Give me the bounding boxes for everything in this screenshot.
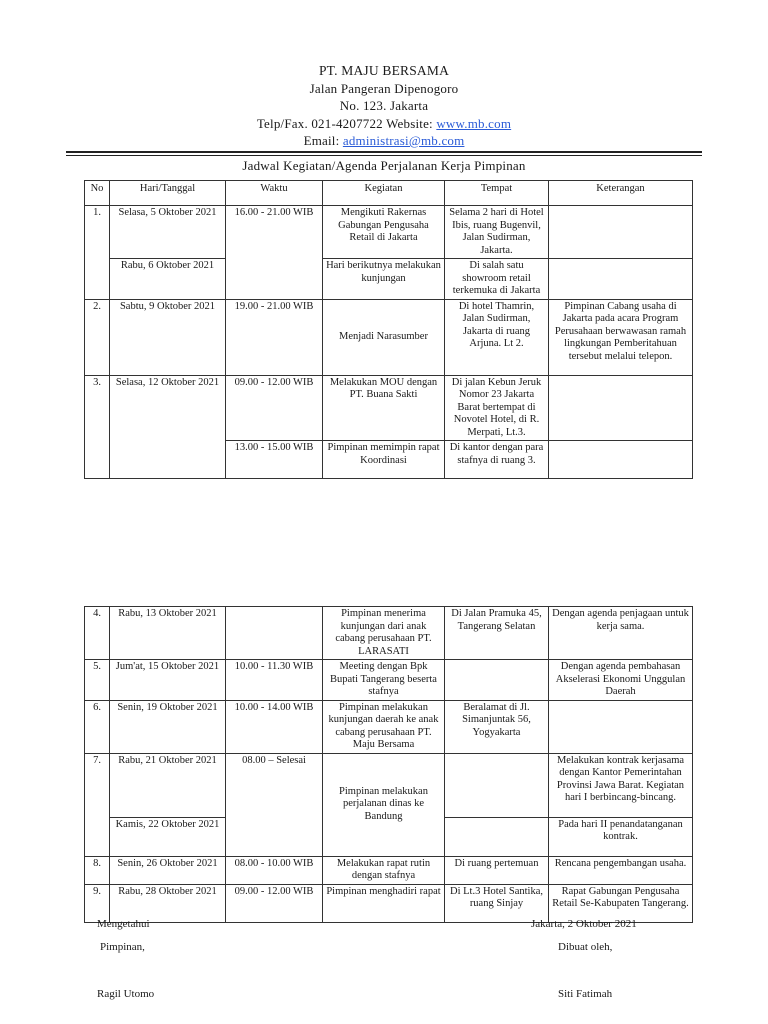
cell-activity: Pimpinan menghadiri rapat: [323, 884, 445, 922]
table-row: [85, 660, 693, 701]
cell-date: Kamis, 22 Oktober 2021: [110, 817, 226, 856]
cell-place: Di Lt.3 Hotel Santika, ruang Sinjay: [445, 884, 549, 922]
cell-note: [549, 375, 693, 441]
cell-no: 2.: [85, 299, 110, 375]
cell-activity: Pimpinan menerima kunjungan dari anak cabang perusahaan PT. LARASATI: [323, 607, 445, 660]
cell-date: Senin, 26 Oktober 2021: [110, 856, 226, 884]
schedule-table-part-2: [84, 606, 693, 923]
cell-date: Rabu, 28 Oktober 2021: [110, 884, 226, 922]
company-email: [0, 132, 768, 150]
header-activity: Kegiatan: [323, 181, 445, 206]
cell-place: Beralamat di Jl. Simanjuntak 56, Yogyakarta: [445, 700, 549, 753]
cell-time: 10.00 - 14.00 WIB: [226, 700, 323, 753]
cell-place: Di salah satu showroom retail terkemuka di Jakarta: [445, 259, 549, 300]
header-note: Keterangan: [549, 181, 693, 206]
letterhead-divider-thick: [66, 151, 702, 153]
letterhead-divider-thin: [66, 155, 702, 156]
cell-note: Pada hari II penandatanganan kontrak.: [549, 817, 693, 856]
document-title: Jadwal Kegiatan/Agenda Perjalanan Kerja Pimpinan: [242, 158, 526, 173]
email-prefix: Email:: [303, 133, 343, 148]
cell-no: 4.: [85, 607, 110, 660]
acknowledged-name: Ragil Utomo: [97, 988, 155, 1000]
contact-prefix: Telp/Fax. 021-4207722 Website:: [256, 115, 437, 131]
cell-time: 13.00 - 15.00 WIB: [226, 441, 323, 479]
cell-activity: Pimpinan melakukan perjalanan dinas ke Bandung: [323, 753, 445, 856]
made-by-label: Dibuat oleh,: [558, 941, 613, 953]
header-date: Hari/Tanggal: [110, 181, 226, 206]
table-row: [85, 884, 693, 922]
header-time: Waktu: [226, 181, 323, 206]
cell-activity: Melakukan rapat rutin dengan stafnya: [323, 856, 445, 884]
cell-date: Rabu, 21 Oktober 2021: [110, 753, 226, 817]
cell-no: 6.: [85, 700, 110, 753]
cell-activity: Melakukan MOU dengan PT. Buana Sakti: [323, 375, 445, 441]
table-row: [85, 753, 693, 817]
cell-activity: Pimpinan memimpin rapat Koordinasi: [323, 441, 445, 479]
cell-place: Di jalan Kebun Jeruk Nomor 23 Jakarta Barat bertempat di Novotel Hotel, di R. Merpati, Lt.3.: [445, 375, 549, 441]
company-contact: [0, 115, 768, 133]
cell-activity: Meeting dengan Bpk Bupati Tangerang beserta stafnya: [323, 660, 445, 701]
cell-time: 08.00 – Selesai: [226, 753, 323, 856]
made-by-name: Siti Fatimah: [558, 988, 613, 1000]
table-header-row: [85, 181, 693, 206]
table-row: [85, 206, 693, 259]
cell-date: Rabu, 6 Oktober 2021: [110, 259, 226, 300]
cell-note: Dengan agenda penjagaan untuk kerja sama.: [549, 607, 693, 660]
cell-time: 10.00 - 11.30 WIB: [226, 660, 323, 701]
cell-place: Selama 2 hari di Hotel Ibis, ruang Bugenvil, Jalan Sudirman, Jakarta.: [445, 206, 549, 259]
cell-date: Sabtu, 9 Oktober 2021: [110, 299, 226, 375]
cell-date: Rabu, 13 Oktober 2021: [110, 607, 226, 660]
company-street: Jalan Pangeran Dipenogoro: [309, 80, 459, 96]
cell-no: 3.: [85, 375, 110, 479]
company-address-number: No. 123. Jakarta: [339, 98, 429, 113]
table-row: [85, 700, 693, 753]
cell-place: Di ruang pertemuan: [445, 856, 549, 884]
cell-time: 19.00 - 21.00 WIB: [226, 299, 323, 375]
email-link[interactable]: administrasi@mb.com: [342, 133, 465, 148]
cell-note: [549, 700, 693, 753]
cell-time: 09.00 - 12.00 WIB: [226, 375, 323, 441]
header-no: No: [85, 181, 110, 206]
schedule-table-part-1: [84, 180, 693, 479]
cell-date: Senin, 19 Oktober 2021: [110, 700, 226, 753]
cell-note: Melakukan kontrak kerjasama dengan Kantor Pemerintahan Provinsi Jawa Barat. Kegiatan hari I berbincang-bincang.: [549, 753, 693, 817]
cell-time: 09.00 - 12.00 WIB: [226, 884, 323, 922]
company-name: PT. MAJU BERSAMA: [318, 63, 450, 78]
cell-place: Di hotel Thamrin, Jalan Sudirman, Jakarta di ruang Arjuna. Lt 2.: [445, 299, 549, 375]
table-row: [85, 299, 693, 375]
cell-note: [549, 441, 693, 479]
table-row: [85, 856, 693, 884]
cell-activity: Menjadi Narasumber: [323, 299, 445, 375]
acknowledged-label: Mengetahui: [97, 918, 150, 930]
cell-date: Selasa, 5 Oktober 2021: [110, 206, 226, 259]
website-link[interactable]: www.mb.com: [436, 115, 512, 131]
cell-note: [549, 206, 693, 259]
acknowledged-role: Pimpinan,: [100, 941, 145, 953]
cell-no: 7.: [85, 753, 110, 856]
cell-no: 8.: [85, 856, 110, 884]
cell-activity: Hari berikutnya melakukan kunjungan: [323, 259, 445, 300]
cell-time: [226, 607, 323, 660]
cell-time: 08.00 - 10.00 WIB: [226, 856, 323, 884]
cell-time: 16.00 - 21.00 WIB: [226, 206, 323, 300]
cell-note: Dengan agenda pembahasan Akselerasi Ekonomi Unggulan Daerah: [549, 660, 693, 701]
cell-activity: Mengikuti Rakernas Gabungan Pengusaha Retail di Jakarta: [323, 206, 445, 259]
cell-place: [445, 753, 549, 817]
table-row: [85, 375, 693, 441]
letterhead: [0, 62, 768, 150]
cell-activity: Pimpinan melakukan kunjungan daerah ke anak cabang perusahaan PT. Maju Bersama: [323, 700, 445, 753]
place-date: Jakarta, 2 Oktober 2021: [531, 918, 637, 930]
header-place: Tempat: [445, 181, 549, 206]
cell-place: [445, 817, 549, 856]
cell-no: 5.: [85, 660, 110, 701]
table-row: [85, 259, 693, 300]
cell-place: [445, 660, 549, 701]
cell-note: Rencana pengembangan usaha.: [549, 856, 693, 884]
cell-note: Pimpinan Cabang usaha di Jakarta pada acara Program Perusahaan berwawasan ramah lingkungan Pemberitahuan tersebut melalui telepon.: [549, 299, 693, 375]
cell-note: Rapat Gabungan Pengusaha Retail Se-Kabupaten Tangerang.: [549, 884, 693, 922]
cell-date: Selasa, 12 Oktober 2021: [110, 375, 226, 479]
cell-place: Di Jalan Pramuka 45, Tangerang Selatan: [445, 607, 549, 660]
cell-no: 1.: [85, 206, 110, 300]
table-row: [85, 607, 693, 660]
cell-no: 9.: [85, 884, 110, 922]
cell-date: Jum'at, 15 Oktober 2021: [110, 660, 226, 701]
cell-place: Di kantor dengan para stafnya di ruang 3.: [445, 441, 549, 479]
cell-note: [549, 259, 693, 300]
